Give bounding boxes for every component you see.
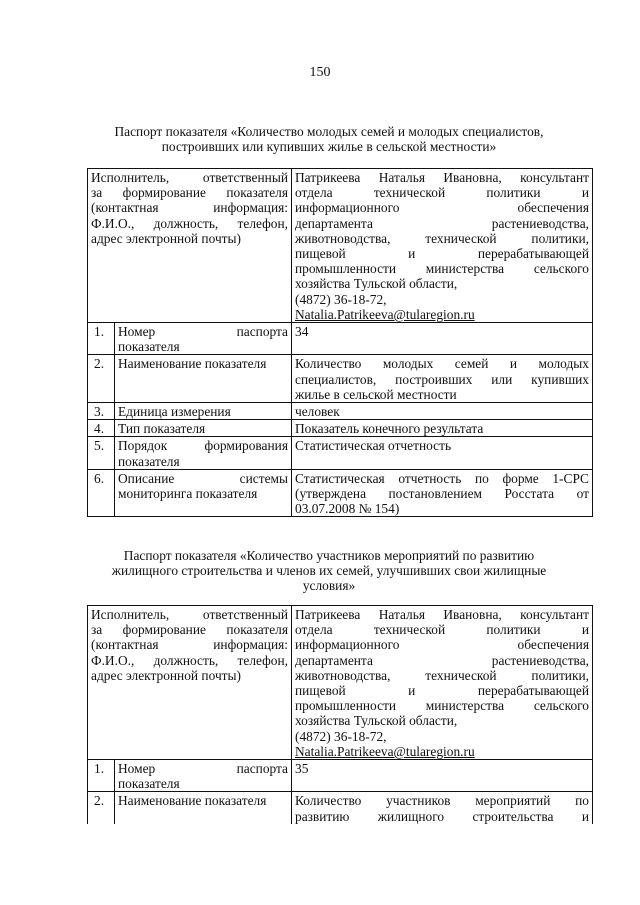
row-label-line: Описание системы xyxy=(118,470,288,486)
row-number: 1. xyxy=(88,323,115,355)
table-row xyxy=(88,792,593,824)
row-value-line: 34 xyxy=(295,324,309,340)
row-value-line: 35 xyxy=(295,761,309,777)
executor-value-line: департамента растениеводства, xyxy=(295,652,589,668)
row-number: 6. xyxy=(88,469,115,517)
executor-value-line: информационного обеспечения xyxy=(295,637,589,653)
row-value xyxy=(292,355,593,403)
row-label-line: показателя xyxy=(118,453,180,469)
heading-line: построивших или купивших жилье в сельской местности» xyxy=(161,139,497,154)
executor-label-line: за формирование показателя xyxy=(91,185,288,201)
email-link[interactable]: Natalia.Patrikeeva@tularegion.ru xyxy=(295,306,475,322)
table-row xyxy=(88,760,593,792)
executor-label-line: (контактная информация: xyxy=(91,200,288,216)
table-row xyxy=(88,355,593,403)
executor-value-cell xyxy=(292,169,593,323)
executor-label-line: адрес электронной почты) xyxy=(91,667,241,683)
row-label-line: Номер паспорта xyxy=(118,324,288,340)
row-number: 1. xyxy=(88,760,115,792)
executor-value-line: животноводства, технической политики, xyxy=(295,230,589,246)
executor-label-line: Ф.И.О., должность, телефон, xyxy=(91,215,288,231)
table-row xyxy=(88,403,593,420)
executor-value-line: животноводства, технической политики, xyxy=(295,667,589,683)
row-label-line: мониторинга показателя xyxy=(118,486,258,502)
row-number: 4. xyxy=(88,420,115,437)
executor-value-line: (4872) 36-18-72, xyxy=(295,728,387,744)
row-value-line: Количество молодых семей и молодых xyxy=(295,356,589,372)
executor-label-line: Исполнитель, ответственный xyxy=(91,607,288,622)
executor-label-line: (контактная информация: xyxy=(91,637,288,653)
row-value xyxy=(292,420,593,437)
email-link[interactable]: Natalia.Patrikeeva@tularegion.ru xyxy=(295,743,475,759)
row-label xyxy=(115,792,292,824)
executor-row xyxy=(88,606,593,760)
row-label xyxy=(115,469,292,517)
row-label xyxy=(115,323,292,355)
executor-value-line: департамента растениеводства, xyxy=(295,215,589,231)
row-value xyxy=(292,760,593,792)
executor-value-line: отдела технической политики и xyxy=(295,622,589,638)
row-label-line: Порядок формирования xyxy=(118,438,288,454)
executor-value-line: Патрикеева Наталья Ивановна, консультант xyxy=(295,170,589,185)
executor-value-line: промышленности министерства сельского xyxy=(295,261,589,277)
executor-value-line: пищевой и перерабатывающей xyxy=(295,683,589,699)
row-number: 5. xyxy=(88,437,115,469)
row-value-line: Количество участников мероприятий по xyxy=(295,793,589,809)
executor-value-line: промышленности министерства сельского xyxy=(295,698,589,714)
row-label xyxy=(115,437,292,469)
row-label-line: показателя xyxy=(118,776,180,792)
executor-value-line: пищевой и перерабатывающей xyxy=(295,246,589,262)
executor-label-line: Ф.И.О., должность, телефон, xyxy=(91,652,288,668)
row-label-line: Номер паспорта xyxy=(118,761,288,777)
row-value-line: Статистическая отчетность xyxy=(295,438,452,454)
table-row xyxy=(88,323,593,355)
row-value xyxy=(292,403,593,420)
row-value-line: (утверждена постановлением Росстата от xyxy=(295,486,589,502)
row-value xyxy=(292,437,593,469)
row-number: 2. xyxy=(88,355,115,403)
executor-value-cell xyxy=(292,606,593,760)
executor-label-cell xyxy=(88,169,292,323)
row-value-line: специалистов, построивших или купивших xyxy=(295,371,589,387)
executor-value-line: Патрикеева Наталья Ивановна, консультант xyxy=(295,607,589,622)
row-value-line: Показатель конечного результата xyxy=(295,421,484,437)
row-number: 3. xyxy=(88,403,115,420)
row-label xyxy=(115,403,292,420)
row-number: 2. xyxy=(88,792,115,824)
row-label xyxy=(115,355,292,403)
row-value-line: развитию жилищного строительства и xyxy=(295,808,589,824)
row-label-line: Тип показателя xyxy=(118,421,206,437)
row-label-line: Единица измерения xyxy=(118,404,231,420)
page-number: 150 xyxy=(309,65,331,80)
row-label-line: показателя xyxy=(118,339,180,355)
passport-2-table xyxy=(87,605,593,824)
row-value xyxy=(292,469,593,517)
table-row xyxy=(88,420,593,437)
passport-1-heading xyxy=(92,124,566,154)
executor-label-line: Исполнитель, ответственный xyxy=(91,170,288,185)
row-value-line: 03.07.2008 № 154) xyxy=(295,501,400,517)
passport-1-table xyxy=(87,168,593,517)
heading-line: условия» xyxy=(302,578,356,593)
table-row xyxy=(88,469,593,517)
passport-2-heading xyxy=(92,548,566,593)
row-label-line: Наименование показателя xyxy=(118,356,267,372)
row-value-line: жилье в сельской местности xyxy=(295,386,457,402)
heading-line: Паспорт показателя «Количество молодых семей и молодых специалистов, xyxy=(114,124,544,139)
executor-value-line: отдела технической политики и xyxy=(295,185,589,201)
row-value-line: человек xyxy=(295,404,340,420)
row-label xyxy=(115,760,292,792)
row-label-line: Наименование показателя xyxy=(118,793,267,809)
executor-value-line: хозяйства Тульской области, xyxy=(295,713,458,729)
row-value xyxy=(292,323,593,355)
executor-label-line: адрес электронной почты) xyxy=(91,230,241,246)
heading-line: Паспорт показателя «Количество участников мероприятий по развитию xyxy=(123,548,535,563)
executor-value-line: хозяйства Тульской области, xyxy=(295,276,458,292)
executor-value-line: (4872) 36-18-72, xyxy=(295,291,387,307)
table-row xyxy=(88,437,593,469)
executor-label-line: за формирование показателя xyxy=(91,622,288,638)
row-value xyxy=(292,792,593,824)
executor-label-cell xyxy=(88,606,292,760)
heading-line: жилищного строительства и членов их семей, улучшивших свои жилищные xyxy=(111,563,547,578)
executor-row xyxy=(88,169,593,323)
row-value-line: Статистическая отчетность по форме 1-СРС xyxy=(295,470,589,486)
executor-value-line: информационного обеспечения xyxy=(295,200,589,216)
row-label xyxy=(115,420,292,437)
